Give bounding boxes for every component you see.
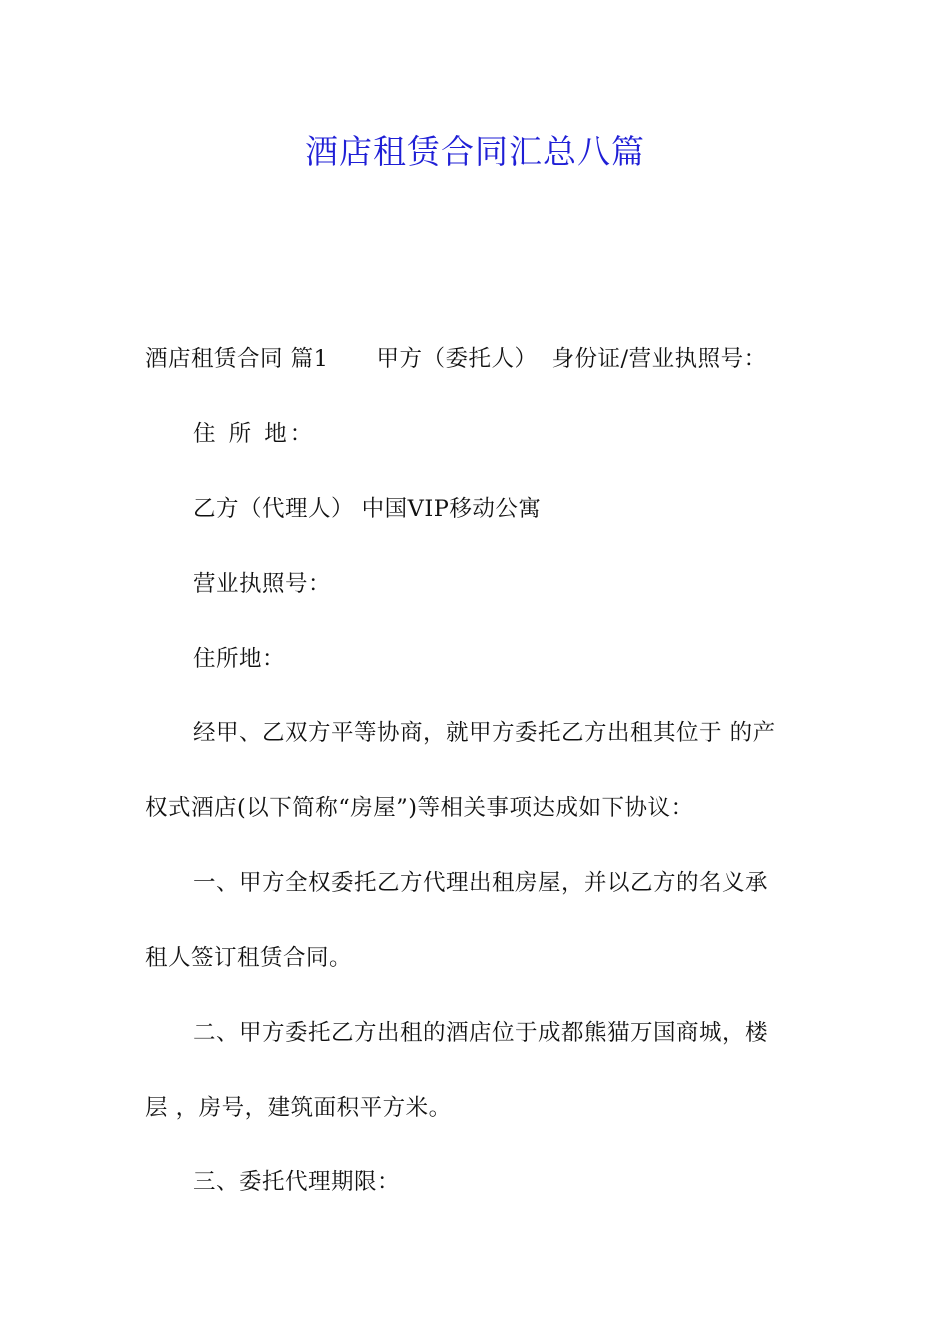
party-a-label: 甲方（委托人） (376, 346, 538, 372)
id-license-label: 身份证/营业执照号： (551, 346, 767, 372)
paragraph-line: 二、甲方委托乙方出租的酒店位于成都熊猫万国商城，楼 (193, 1020, 769, 1046)
paragraph-line: 层 ，房号，建筑面积平方米。 (145, 1095, 452, 1121)
heading-line (145, 342, 815, 376)
section-label: 酒店租赁合同 篇1 (145, 346, 329, 372)
paragraph-line: 经甲、乙双方平等协商，就甲方委托乙方出租其位于 的产 (193, 720, 776, 746)
paragraph-line: 权式酒店(以下简称“房屋”)等相关事项达成如下协议： (145, 795, 694, 821)
paragraph-line: 三、委托代理期限： (193, 1169, 401, 1195)
address-label-a: 住 所 地： (193, 421, 316, 447)
license-label-b: 营业执照号： (193, 571, 332, 597)
address-label-b: 住所地： (193, 646, 286, 672)
document-title: 酒店租赁合同汇总八篇 (305, 132, 645, 171)
paragraph-line: 一、甲方全权委托乙方代理出租房屋，并以乙方的名义承 (193, 870, 769, 896)
paragraph-line: 租人签订租赁合同。 (145, 945, 353, 971)
party-b-line: 乙方（代理人） 中国VIP移动公寓 (193, 496, 542, 522)
